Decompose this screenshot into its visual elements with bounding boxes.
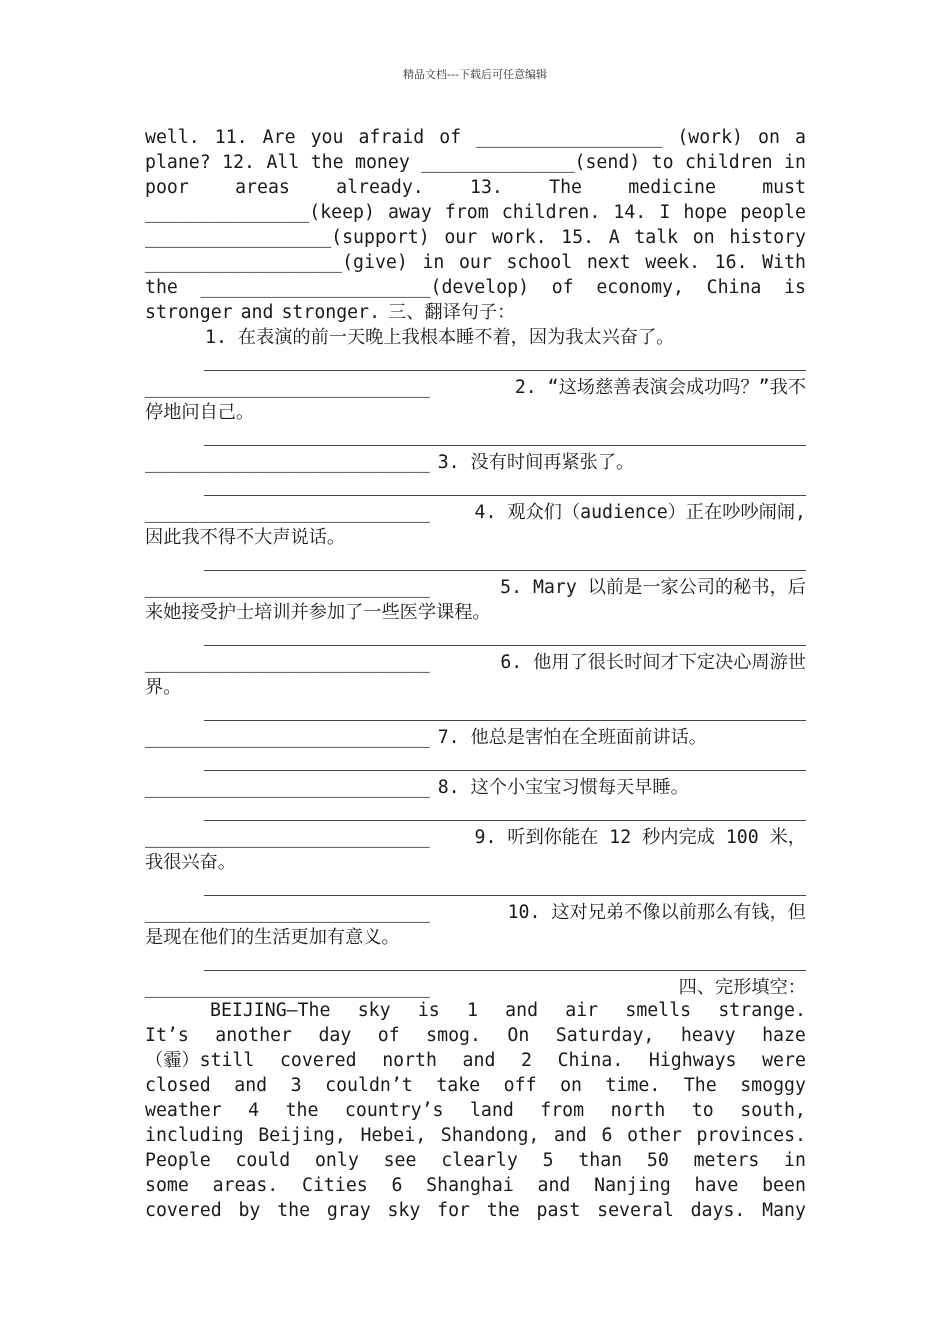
word: __________________________ [145,452,430,473]
word: __________________________ [145,727,430,748]
text-line [145,675,806,700]
text-line [145,1198,806,1223]
text-line [145,400,806,425]
word: smells [625,1000,692,1021]
word: to [651,152,674,173]
word: including [145,1125,244,1146]
word: 15. [561,227,595,248]
word: Are [262,127,296,148]
word: been [762,1175,806,1196]
text-line [145,600,806,625]
word: 界。 [145,677,182,698]
word: medicine [628,177,716,198]
word: BEIJING—The [210,1000,331,1021]
word: must [762,177,806,198]
word: Saturday, [555,1025,655,1046]
word: covered [145,1200,222,1221]
word: Highways [648,1050,737,1071]
word: past [536,1200,581,1221]
text-line [145,250,806,275]
text-line [145,725,806,750]
word: Nanjing [594,1175,671,1196]
word: on [758,127,780,148]
word: 3 [290,1075,302,1096]
word: afraid [358,127,425,148]
word: you [310,127,344,148]
word: People [145,1150,211,1171]
word: heavy [680,1025,736,1046]
word: for [437,1200,471,1221]
word: take [436,1075,481,1096]
word: several [597,1200,674,1221]
word: talk [634,227,679,248]
word: (work) [677,127,744,148]
page-header: 精品文档---下载后可任意编辑 [403,68,547,81]
word: away [388,202,432,223]
answer-line [204,570,806,571]
word: south, [740,1100,806,1121]
word: 6. 他用了很长时间才下定决心周游世 [500,652,806,673]
word: __________________________ [145,577,430,598]
word: our [458,252,492,273]
answer-line [204,820,806,821]
text-line [145,975,806,1000]
word: economy, [596,277,684,298]
word: All [266,152,300,173]
word: some [145,1175,189,1196]
word: than [578,1150,623,1171]
word: Beijing, [258,1125,346,1146]
word: smoggy [740,1075,806,1096]
word: stronger. [281,302,381,323]
word: see [383,1150,417,1171]
word: a [794,127,806,148]
word: north [382,1050,437,1071]
word: sky [357,1000,391,1021]
word: well. [145,127,200,148]
word: 5 [542,1150,554,1171]
word: from [444,202,489,223]
word: __________________________ [145,777,430,798]
word: 2. “这场慈善表演会成功吗？”我不 [514,377,806,398]
word: day [318,1025,352,1046]
word: 1 [466,1000,478,1021]
word: Shanghai [426,1175,514,1196]
text-line [145,200,806,225]
word: 7. 他总是害怕在全班面前讲话。 [437,727,707,748]
word: 4 [248,1100,260,1121]
text-line [145,375,806,400]
word: work. [491,227,547,248]
word: hope [683,202,728,223]
answer-line [204,495,806,496]
text-line [145,525,806,550]
text-line [145,1023,806,1048]
word: air [565,1000,599,1021]
word: _____________________(develop) [200,277,530,298]
word: strange. [718,1000,806,1021]
text-line [145,450,806,475]
word: sky [387,1200,421,1221]
word: 三、翻译句子： [388,302,516,323]
word: plane? [145,152,211,173]
word: days. [690,1200,746,1221]
word: of [551,277,574,298]
word: meters [693,1150,760,1171]
word: money [355,152,410,173]
word: in [784,152,806,173]
text-line [205,325,806,350]
word: China. [557,1050,624,1071]
word: poor [145,177,189,198]
word: 是现在他们的生活更加有意义。 [145,927,400,948]
word: week. [645,252,701,273]
word: the [285,1100,319,1121]
word: 14. [613,202,647,223]
word: in [784,1150,806,1171]
word: gray [326,1200,371,1221]
word: __________________________ [145,902,430,923]
word: The [683,1075,717,1096]
answer-line [204,370,806,371]
answer-line [204,895,806,896]
word: __________________________ [145,652,430,673]
word: 2 [521,1050,532,1071]
answer-line [204,770,806,771]
text-line [145,225,806,250]
text-line [145,850,806,875]
word: of [377,1025,400,1046]
text-line [145,925,806,950]
word: and [462,1050,496,1071]
word: provinces. [696,1125,806,1146]
answer-line [204,645,806,646]
word: __________________________ [145,502,430,523]
word: the [277,1200,311,1221]
word: 8. 这个小宝宝习惯每天早睡。 [437,777,689,798]
word: school [506,252,573,273]
word: and [240,302,274,323]
word: A [608,227,620,248]
word: on [560,1075,582,1096]
word: haze [762,1025,806,1046]
text-line [145,775,806,800]
word: _________________(support) [145,227,430,248]
word: closed [145,1075,211,1096]
word: and [554,1125,587,1146]
text-line [210,998,806,1023]
word: by [238,1200,261,1221]
word: Many [762,1200,806,1221]
word: of [439,127,462,148]
text-line [145,575,806,600]
text-line [145,1148,806,1173]
word: our [444,227,478,248]
word: The [549,177,583,198]
word: 9. 听到你能在 12 秒内完成 100 米， [474,827,806,848]
word: the [145,277,178,298]
word: 来她接受护士培训并参加了一些医学课程。 [145,602,491,623]
word: areas. [212,1175,279,1196]
word: from [540,1100,585,1121]
word: is [784,277,806,298]
text-line [145,1048,806,1073]
word: children [685,152,773,173]
word: were [762,1050,806,1071]
word: With [762,252,806,273]
word: other [627,1125,682,1146]
word: stronger [145,302,233,323]
text-line [145,650,806,675]
word: in [422,252,445,273]
text-line [145,150,806,175]
word: history [729,227,806,248]
word: 4. 观众们（audience）正在吵吵闹闹, [474,502,806,523]
answer-line [204,970,806,971]
word: off [503,1075,537,1096]
text-line [145,300,806,325]
word: China [706,277,762,298]
word: 1. 在表演的前一天晚上我根本睡不着，因为我太兴奋了。 [205,327,675,348]
text-line [145,500,806,525]
text-line [145,1123,806,1148]
word: （霾）still [145,1050,255,1071]
word: 16. [714,252,748,273]
word: ______________(send) [421,152,641,173]
text-line [145,1073,806,1098]
text-line [145,275,806,300]
word: 四、完形填空： [678,977,806,998]
word: __________________________ [145,377,430,398]
word: 6 [391,1175,403,1196]
answer-line [204,720,806,721]
text-line [145,175,806,200]
word: the [486,1200,520,1221]
word: 因此我不得不大声说话。 [145,527,346,548]
word: __________________(give) [145,252,408,273]
word: people [740,202,806,223]
word: and [505,1000,539,1021]
word: 5. Mary 以前是一家公司的秘书，后 [500,577,806,598]
word: 13. [470,177,503,198]
word: north [610,1100,666,1121]
word: 11. [214,127,248,148]
text-line [145,1173,806,1198]
text-line [145,125,806,150]
text-line [145,1098,806,1123]
word: __________________________ [145,977,430,998]
word: children. [501,202,601,223]
word: country’s [344,1100,444,1121]
word: is [417,1000,440,1021]
word: land [469,1100,514,1121]
text-line [145,900,806,925]
word: areas [235,177,290,198]
word: another [215,1025,292,1046]
word: on [692,227,715,248]
word: 10. 这对兄弟不像以前那么有钱，但 [507,902,806,923]
word: already. [336,177,424,198]
word: _________________ [476,127,663,148]
word: weather [145,1100,222,1121]
word: 6 [601,1125,613,1146]
word: only [314,1150,359,1171]
word: It’s [145,1025,189,1046]
word: clearly [441,1150,518,1171]
word: next [586,252,631,273]
word: 我很兴奋。 [145,852,236,873]
word: 3. 没有时间再紧张了。 [437,452,635,473]
word: 50 [646,1150,669,1171]
word: the [310,152,344,173]
word: __________________________ [145,827,430,848]
word: 12. [222,152,255,173]
word: time. [605,1075,661,1096]
answer-line [204,445,806,446]
word: On [507,1025,530,1046]
word: _______________(keep) [145,202,375,223]
word: Hebei, [360,1125,427,1146]
word: and [537,1175,571,1196]
word: 停地问自己。 [145,402,255,423]
text-line [145,825,806,850]
word: Cities [302,1175,368,1196]
word: and [234,1075,268,1096]
word: to [691,1100,714,1121]
word: covered [279,1050,357,1071]
word: have [694,1175,739,1196]
word: smog. [426,1025,481,1046]
word: I [659,202,671,223]
word: could [235,1150,291,1171]
word: couldn’t [325,1075,413,1096]
word: Shandong, [440,1125,540,1146]
